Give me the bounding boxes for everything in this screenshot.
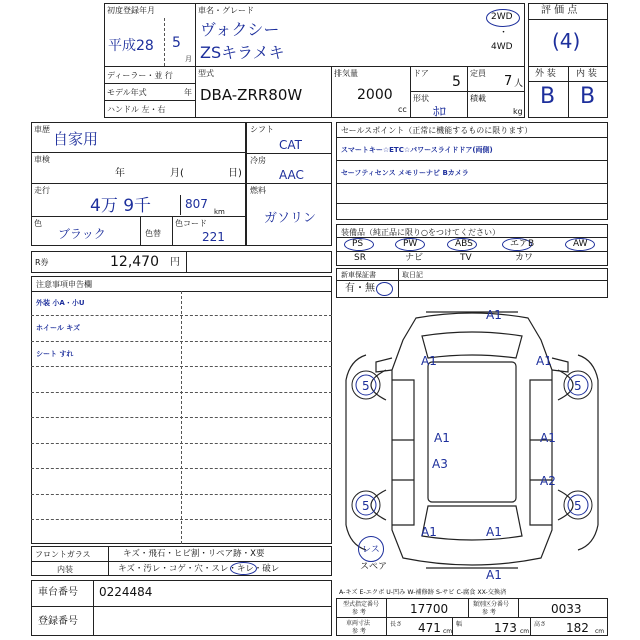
model-year-unit: 年 [184, 88, 192, 97]
spare-mark: レス [362, 545, 380, 555]
registration-label: 登録番号 [38, 616, 78, 627]
mileage-label: 走行 [34, 186, 50, 195]
capacity-unit: 人 [514, 79, 524, 89]
damage-mark-hood-left: A1 [421, 354, 437, 368]
recycle-unit: 円 [170, 257, 180, 268]
rating-label: 評 価 点 [541, 5, 578, 16]
dealer-label: ディーラー・並 行 [107, 71, 173, 80]
note-rule [31, 468, 332, 469]
mileage-unit: km [214, 208, 225, 216]
drive-dot: ・ [499, 28, 509, 38]
warranty-box [336, 268, 608, 298]
registration-month: 5 [172, 35, 181, 51]
note-line-3: シート すれ [36, 350, 74, 358]
rating-underline [528, 19, 608, 20]
damage-mark-rear-door-right: A2 [540, 474, 556, 488]
dealer-divider-2 [104, 100, 196, 101]
capacity-value: 7 [504, 74, 513, 89]
model-designation-value: 17700 [410, 602, 449, 616]
equipment-line-0 [336, 237, 608, 238]
equipment-item: ABS [455, 239, 473, 249]
warranty-label: 新車保証書 [341, 271, 376, 279]
shift-line-2 [246, 183, 332, 184]
exterior-label: 外 装 [535, 69, 556, 79]
equipment-item: AW [573, 239, 588, 249]
warranty-circle [376, 282, 393, 296]
color-divider [140, 216, 141, 246]
length-unit: cm [443, 628, 453, 635]
door-label: ドア [413, 69, 429, 78]
note-rule [31, 494, 332, 495]
interior-label: 内 装 [576, 69, 597, 79]
overall-rating: (4) [552, 29, 581, 53]
equipment-item: SR [354, 253, 366, 263]
note-line-2: ホイール キズ [36, 324, 81, 332]
chassis-line [31, 606, 332, 607]
interior-damage-label: 内装 [57, 565, 73, 574]
color-code-value: 221 [202, 230, 225, 244]
colorcode-divider [172, 216, 173, 246]
inspection-label: 車検 [34, 155, 50, 164]
sales-point-line-2: セーフティセンス メモリーナビ Bカメラ [341, 169, 469, 177]
equipment-item: PW [403, 239, 418, 249]
warranty-line [336, 280, 608, 281]
height-value: 182 [566, 621, 589, 635]
equipment-item: TV [460, 253, 472, 263]
usage-value: 自家用 [53, 130, 99, 148]
notes-label: 注意事項申告欄 [36, 280, 92, 289]
vehicle-line-3 [31, 216, 246, 217]
vehicle-line-2 [31, 183, 246, 184]
interior-grade: B [580, 84, 596, 109]
inspection-year: 年 [115, 168, 125, 179]
displacement-value: 2000 [357, 87, 393, 103]
displacement-unit: cc [398, 105, 407, 114]
shape-label: 形状 [413, 94, 429, 103]
front-glass-options: キズ・飛石・ヒビ割・リペア跡・X要 [123, 549, 265, 559]
chassis-label: 車台番号 [38, 587, 78, 598]
weight-label: 積載 [470, 94, 486, 103]
note-rule [31, 315, 332, 316]
specs-line [336, 617, 608, 618]
interior-scuff-circle [230, 562, 257, 575]
color-label: 色 [34, 219, 42, 228]
sales-line-2 [336, 183, 608, 184]
usage-label: 車歴 [34, 125, 50, 134]
exterior-grade: B [540, 84, 556, 109]
equipment-item: エアB [510, 239, 535, 249]
equipment-label: 装備品（純正品に限り○をつけてください） [341, 228, 500, 237]
displacement-label: 排気量 [334, 69, 358, 78]
drive-4wd: 4WD [491, 42, 513, 52]
specs-div-5 [530, 617, 531, 636]
front-glass-line [31, 561, 332, 562]
color-code-label: 色コード [175, 219, 207, 228]
first-registration-label: 初度登録年月 [107, 6, 155, 15]
equipment-item: カワ [515, 253, 534, 263]
damage-mark-wheel-rr: 5 [574, 499, 582, 513]
specs-div-2 [468, 598, 469, 617]
damage-mark-door-right: A1 [540, 431, 556, 445]
recycle-divider [186, 251, 187, 273]
era-divider [164, 18, 165, 66]
mileage-sub-divider [180, 195, 181, 215]
chassis-divider [93, 580, 94, 636]
vehicle-line-1 [31, 152, 246, 153]
class-number-sub: 参 考 [482, 609, 496, 616]
note-rule [31, 519, 332, 520]
width-unit: cm [520, 628, 530, 635]
manual-label: 取日記 [402, 271, 423, 279]
door-value: 5 [452, 74, 461, 90]
interior-damage-options: キズ・汚レ・コゲ・穴・スレ・キレ・破レ [118, 564, 280, 574]
equipment-line-1 [336, 251, 608, 252]
equipment-item: PS [352, 239, 364, 249]
shift-label: シフト [250, 125, 274, 134]
equipment-item: ナビ [405, 253, 424, 263]
weight-unit: kg [513, 107, 523, 116]
grade: ZSキラメキ [200, 43, 285, 62]
class-number-label: 類別区分番号 [473, 601, 510, 608]
mileage-value: 4万 9千 [90, 196, 152, 216]
color-change-label: 色替 [145, 229, 161, 238]
dimensions-sub: 参 考 [352, 628, 366, 635]
specs-div-3 [518, 598, 519, 617]
sales-line-0 [336, 137, 608, 138]
ac-value: AAC [279, 168, 304, 182]
fuel-value: ガソリン [264, 211, 317, 226]
shift-value: CAT [279, 138, 302, 152]
model-designation-sub: 参 考 [352, 609, 366, 616]
recycle-label: R券 [35, 258, 49, 267]
fuel-label: 燃料 [250, 186, 266, 195]
front-glass-divider [108, 546, 109, 576]
era-year: 平成28 [108, 38, 154, 54]
grade-header-line [528, 81, 608, 82]
damage-mark-rear-door-left: A3 [432, 457, 448, 471]
height-tag: 高さ [534, 621, 547, 628]
inspection-month: 月( [170, 168, 184, 179]
note-rule [31, 366, 332, 367]
ac-label: 冷房 [250, 156, 266, 165]
model-designation-label: 型式指定番号 [343, 601, 380, 608]
note-rule [31, 341, 332, 342]
handle-label: ハンドル 左・右 [107, 105, 166, 114]
month-unit: 月 [185, 55, 192, 63]
sales-point-line-1: スマートキー☆ETC☆パワースライドドア(両側) [341, 146, 493, 154]
dealer-divider-1 [104, 83, 196, 84]
class-number-value: 0033 [551, 602, 582, 616]
damage-mark-wheel-fr: 5 [574, 379, 582, 393]
damage-mark-rear-left: A1 [421, 525, 437, 539]
damage-mark-door-left: A1 [434, 431, 450, 445]
shape-value: ﾎﾛ [433, 105, 446, 120]
dimensions-label: 車両寸法 [346, 620, 371, 627]
warranty-value: 有・無 [345, 283, 375, 294]
sales-points-label: セールスポイント（正常に機能するものに限ります） [341, 126, 533, 135]
type-label: 型式 [198, 69, 214, 78]
mileage-sub: 807 [185, 197, 208, 211]
length-value: 471 [418, 621, 441, 635]
shift-line-1 [246, 153, 332, 154]
damage-mark-front: A1 [486, 308, 502, 322]
recycle-box [31, 251, 332, 273]
recycle-value: 12,470 [110, 254, 159, 270]
note-rule [31, 417, 332, 418]
note-rule [31, 443, 332, 444]
inspection-day: 日) [228, 168, 242, 179]
damage-mark-rear-bumper: A1 [486, 568, 502, 580]
width-tag: 幅 [456, 621, 463, 628]
sales-line-1 [336, 160, 608, 161]
chassis-value: 0224484 [99, 585, 153, 599]
car-name-label: 車名・グレード [198, 6, 254, 15]
height-unit: cm [595, 628, 605, 635]
length-tag: 長さ [390, 621, 403, 628]
type-value: DBA-ZRR80W [200, 86, 303, 104]
note-rule [31, 392, 332, 393]
sales-line-3 [336, 203, 608, 204]
capacity-label: 定員 [470, 69, 486, 78]
specs-div-1 [386, 598, 387, 636]
damage-mark-wheel-rl: 5 [362, 499, 370, 513]
damage-legend: A-キズ E-エクボ U-凹み W-補修跡 S-サビ C-腐食 XX-交換済 [339, 589, 507, 596]
width-value: 173 [494, 621, 517, 635]
drive-2wd: 2WD [491, 12, 513, 22]
damage-mark-wheel-fl: 5 [362, 379, 370, 393]
damage-mark-hood-right: A1 [536, 354, 552, 368]
front-glass-label: フロントガラス [35, 550, 91, 559]
grade-divider [568, 66, 569, 118]
color-value: ブラック [58, 227, 106, 241]
warranty-divider [398, 268, 399, 298]
spare-caption: スペア [360, 562, 388, 572]
car-name: ヴォクシー [200, 20, 280, 39]
model-year-label: モデル年式 [107, 88, 147, 97]
note-line-1: 外装 小A・小U [36, 299, 85, 307]
damage-mark-rear-right: A1 [486, 525, 502, 539]
